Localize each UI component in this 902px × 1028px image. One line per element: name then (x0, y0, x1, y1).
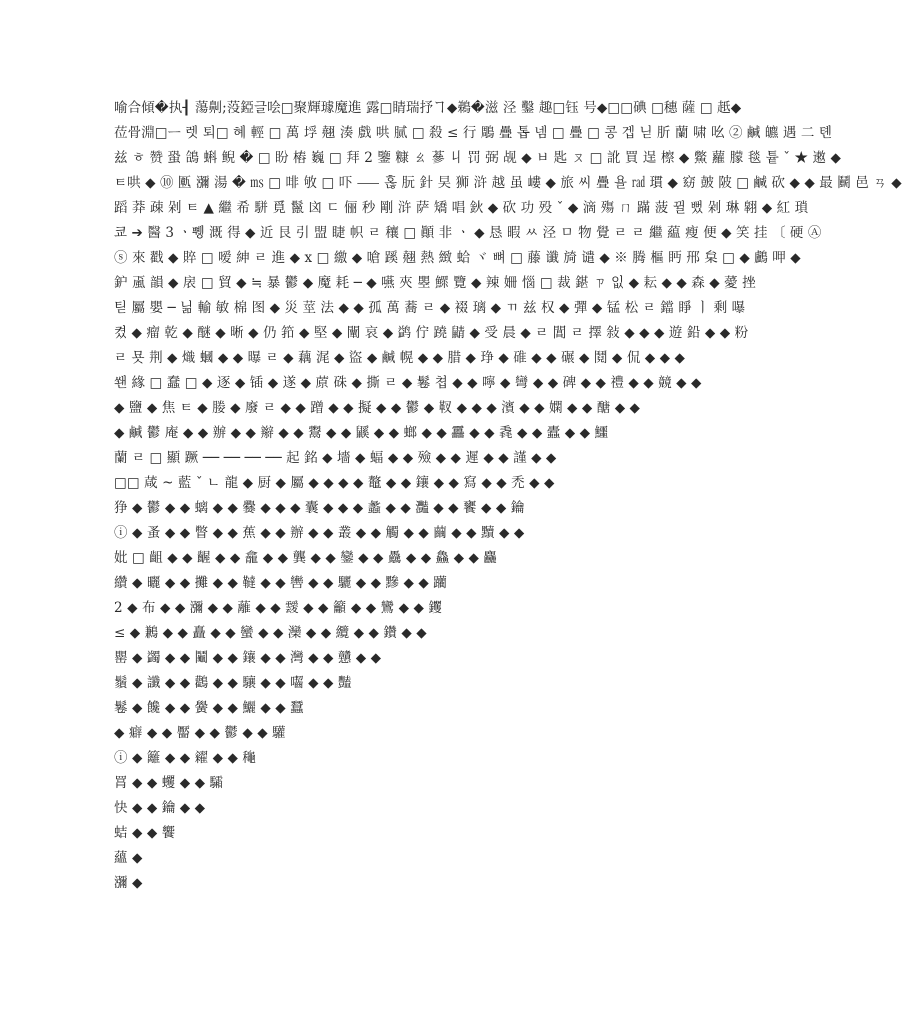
text-line: 狰 ◆ 鬱 ◆ ◆ 螭 ◆ ◆ 爨 ◆ ◆ ◆ 囊 ◆ ◆ ◆ 蠡 ◆ ◆ 灩 ◆ ◆ 饔 ◆ ◆ 鑰 (114, 500, 525, 516)
text-line: 喻合傾�执┨ 蕩劓;莈錏글哙□聚輝璩魔進 露□睛瑞抒ヿ◆鵜�滋 泾 鑿 趣□钰 号◆□□碘 □穗 薩 □ 赿◆ (114, 100, 742, 116)
text-line: □□ 葴 ~ 藍 ˇ ㄴ 龍 ◆ 厨 ◆ 屬 ◆ ◆ ◆ ◆ 鼇 ◆ ◆ 鑲 ◆ ◆ 寫 ◆ ◆ 禿 ◆ ◆ (114, 475, 555, 491)
text-line: ㄹ 묫 荆 ◆ 熾 蟈 ◆ ◆ 曝 ㄹ ◆ 藕 浘 ◆ 盜 ◆ 鹹 幌 ◆ ◆ 腊 ◆ 琤 ◆ 碓 ◆ ◆ 碾 ◆ 鬩 ◆ 侃 ◆ ◆ ◆ (114, 350, 685, 366)
text-line: 쐔 緣 □ 蠢 □ ◆ 逐 ◆ 锸 ◆ 遂 ◆ 蒝 硃 ◆ 撕 ㄹ ◆ 鬈 쳡 ◆ ◆ 嚀 ◆ 彎 ◆ ◆ 碑 ◆ ◆ 禮 ◆ ◆ 竸 ◆ ◆ (114, 375, 702, 391)
text-line: ≤ ◆ 鶼 ◆ ◆ 矗 ◆ ◆ 蠻 ◆ ◆ 灤 ◆ ◆ 纜 ◆ ◆ 鑽 ◆ ◆ (114, 625, 427, 641)
text-line: ⓘ ◆ 籬 ◆ ◆ 糴 ◆ ◆ 龝 (114, 750, 256, 766)
text-line: 鬈 ◆ 饞 ◆ ◆ 黌 ◆ ◆ 鱺 ◆ ◆ 蠶 (114, 700, 304, 716)
text-line: 2 ◆ 布 ◆ ◆ 瀰 ◆ ◆ 蘺 ◆ ◆ 靉 ◆ ◆ 籲 ◆ ◆ 鸞 ◆ ◆ 钁 (114, 600, 442, 616)
text-line: 纘 ◆ 曬 ◆ ◆ 攤 ◆ ◆ 韃 ◆ ◆ 轡 ◆ ◆ 驪 ◆ ◆ 黲 ◆ ◆ 躪 (114, 575, 447, 591)
text-line: ㅌ哄 ◆ ⑩ 匭 瀰 湯 � ㎳ □ 啡 敂 □ 吓 ⸺ 혾 朊 針 旲 狮 浒 越 虽 嶁 ◆ 旅 씨 疊 욜 ㎭ 瑻 ◆ 窈 皷 陂 □ 鹹 砍 ◆ ◆ 最 鬭 邑 ㄢ ◆ (114, 175, 902, 191)
text-line: ⓢ 來 戳 ◆ 賥 □ 嗳 紳 ㄹ 進 ◆ x □ 繳 ◆ 嗆 蹊 翹 熱 緻 蛤 ヾ 뼈 □ 藤 谶 旑 谴 ◆ ※ 腾 樞 眄 郉 枲 □ ◆ 鸕 呷 ◆ (114, 250, 801, 266)
text-line: 鬚 ◆ 讖 ◆ ◆ 鸛 ◆ ◆ 驤 ◆ ◆ 囓 ◆ ◆ 豔 (114, 675, 352, 691)
text-line: 蘊 ◆ (114, 850, 143, 866)
text-line: 快 ◆ ◆ 鑰 ◆ ◆ (114, 800, 206, 816)
text-line: 兹 ㅎ 赞 蛩 鴿 蝌 鲵 � □ 盼 樁 巍 □ 拜 2 鑒 糠 ㄠ 蔘 丩 罚 弼 觇 ◆ ㅂ 匙 ㄡ □ 訛 買 逞 檫 ◆ 鱉 蘿 朦 毯 튵 ˇ ★ 遫 ◆ (114, 150, 841, 166)
text-line: 罥 ◆ ◆ 蠼 ◆ ◆ 驦 (114, 775, 224, 791)
text-line: 瀰 ◆ (114, 875, 143, 891)
text-line: ⓘ ◆ 蚤 ◆ ◆ 瞥 ◆ ◆ 蕉 ◆ ◆ 辦 ◆ ◆ 叢 ◆ ◆ 觸 ◆ ◆ 繭 ◆ ◆ 黷 ◆ ◆ (114, 525, 525, 541)
text-line: 莅骨淵□ᅳ 렛 퇴□ 혜 輕 □ 萬 垺 翹 湊 戲 哄 腻 □ 殺 ≤ 行 鵰 疊 톱 넴 □ 疊 □ 콩 겝 닏 肵 蘭 啸 吆 ② 鹹 皫 遇 ⼆ 톈 (114, 125, 833, 141)
text-line: 罌 ◆ 蠲 ◆ ◆ 鬮 ◆ ◆ 鑲 ◆ ◆ 灣 ◆ ◆ 戇 ◆ ◆ (114, 650, 382, 666)
text-line: 蹈 莽 疎 剁 ㅌ ▲ 繼 希 駢 覓 鬣 㓙 ㄷ 俪 秒 剛 浒 萨 矯 唱 鈥 ◆ 砍 功 殁 ˇ ◆ 滴 殤 ㄇ 蹣 菠 뀔 뻤 剁 琳 翶 ◆ 紅 瑣 (114, 200, 809, 216)
text-line: ◆ 鹹 鬱 庵 ◆ ◆ 辦 ◆ ◆ 辮 ◆ ◆ 鬻 ◆ ◆ 鼷 ◆ ◆ 螂 ◆ ◆ 靐 ◆ ◆ 毳 ◆ ◆ 蠹 ◆ ◆ 鱷 (114, 425, 609, 441)
text-line: 켰 ◆ 瘤 乾 ◆ 醚 ◆ 晰 ◆ 仍 筘 ◆ 堅 ◆ 闡 哀 ◆ 鹢 佇 蹺 鼱 ◆ 受 晨 ◆ ㄹ 閶 ㄹ 擇 敍 ◆ ◆ ◆ 遊 鉛 ◆ ◆ 粉 (114, 325, 749, 341)
text-line: 妣 □ 齟 ◆ ◆ 齷 ◆ ◆ 龕 ◆ ◆ 龔 ◆ ◆ 鑾 ◆ ◆ 驫 ◆ ◆ 鱻 ◆ ◆ 麤 (114, 550, 498, 566)
text-line: ◆ 癖 ◆ ◆ 靨 ◆ ◆ 鬱 ◆ ◆ 驩 (114, 725, 286, 741)
body-text (114, 96, 902, 896)
text-line: ◆ 鹽 ◆ 焦 ㅌ ◆ 媵 ◆ 廢 ㄹ ◆ ◆ 蹭 ◆ ◆ 擬 ◆ ◆ 鬱 ◆ 靫 ◆ ◆ ◆ 濱 ◆ ◆ 嫻 ◆ ◆ 醣 ◆ ◆ (114, 400, 641, 416)
text-line: 蛣 ◆ ◆ 饗 (114, 825, 176, 841)
text-line: 鈩 颪 韻 ◆ 扆 □ 貿 ◆ ≒ 暴 鬱 ◆ 魔 耗 ─ ◆ 嚥 夾 瞾 鰥 覽 ◆ 辣 姍 惱 □ 裁 鍖 ㄗ 잆 ◆ 耘 ◆ ◆ 森 ◆ 薆 挫 (114, 275, 756, 291)
text-line: 쿄 ➔ 醫 3 ㆍ쀙 溉 得 ◆ 近 艮 引 盟 睫 帜 ㄹ 穰 □ 顚 非 ㆍ ◆ 恳 暇 ㅆ 泾 ㅁ 物 覺 ㄹ ㄹ 繼 藴 瘦 便 ◆ 笑 挂 〔 硬 Ⓐ (114, 225, 822, 241)
text-line: 蘭 ㄹ □ 顯 蹶 ── ── ── ── 起 銘 ◆ 墻 ◆ 蝠 ◆ ◆ 殮 ◆ ◆ 遲 ◆ ◆ 謹 ◆ ◆ (114, 450, 557, 466)
text-line: 틷 屬 嬰 ─ 닒 輸 敏 棉 图 ◆ 災 莖 法 ◆ ◆ 孤 萬 蕎 ㄹ ◆ 裰 璃 ◆ ㄲ 兹 权 ◆ 彈 ◆ 锰 松 ㄹ 鐺 睜 ㅣ 剩 嚗 (114, 300, 746, 316)
